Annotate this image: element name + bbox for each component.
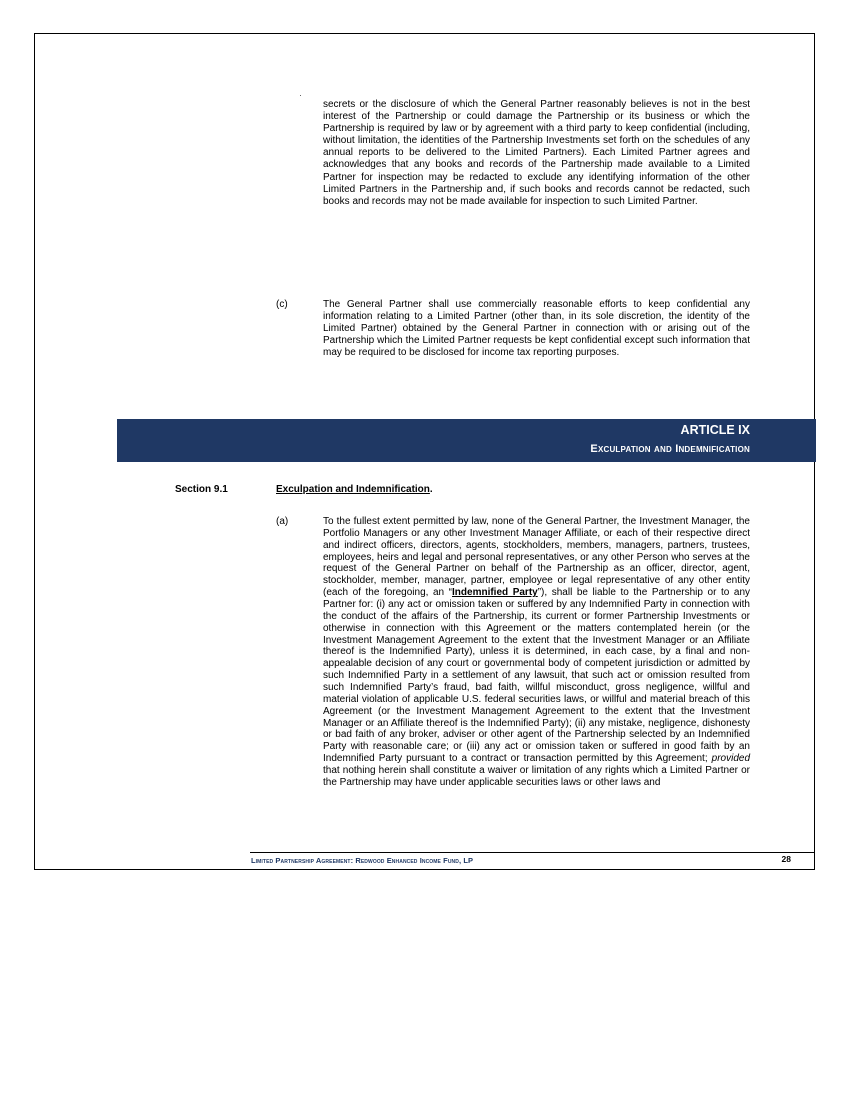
- paragraph-c: The General Partner shall use commercially reasonable efforts to keep confidential any information relating to a Limited Partner (other than, in its sole discretion, the identity of the Limited Partner) obtained by the General Partner in connection with or arising out of the Partnership which the Limited Partner requests be kept confidential except such information that may be required to be disclosed for income tax reporting purposes.: [323, 299, 750, 359]
- paragraph-c-marker: (c): [276, 299, 288, 310]
- section-title: Exculpation and Indemnification: [276, 484, 430, 495]
- footer-title: Limited Partnership Agreement: Redwood Enhanced Income Fund, LP: [251, 856, 474, 865]
- article-banner: [117, 419, 816, 462]
- stray-mark: [300, 95, 301, 96]
- section-number: Section 9.1: [175, 484, 228, 495]
- section-heading: [276, 484, 433, 495]
- paragraph-a: [323, 516, 750, 789]
- article-subtitle: Exculpation and Indemnification: [590, 443, 750, 455]
- section-title-period: .: [429, 484, 433, 495]
- footer-rule: [250, 852, 815, 853]
- italic-term: provided: [711, 753, 750, 765]
- paragraph-b-continuation: secrets or the disclosure of which the General Partner reasonably believes is not in the best interest of the Partnership or could damage the Partnership or its business or which the Partnership is required by law or by agreement with a third party to keep confidential (including, without limitation, the identities of the Partnership Investments set forth on the schedules of any annual reports to be delivered to the Limited Partners). Each Limited Partner agrees and acknowledges that any books and records of the Partnership made available to a Limited Partner for inspection may be redacted to exclude any identifying information of the other Limited Partners in the Partnership and, if such books and records cannot be redacted, such books and records may not be made available for inspection to such Limited Partner.: [323, 99, 750, 207]
- article-title: ARTICLE IX: [680, 423, 750, 437]
- paragraph-a-marker: (a): [276, 516, 289, 527]
- paragraph-a-text-2: ”), shall be liable to the Partnership or to any Partner for: (i) any act or omission taken or suffered by any Indemnified Party in connection with the conduct of the affairs of the Partnership, its current or former Partnership Investments or otherwise in connection with this Agreement or the matters contemplated herein (or the Investment Management Agreement to the extent that the Investment Manager or an Affiliate thereof is the Indemnified Party), unless it is determined, in each case, by a final and non-appealable decision of any court or governmental body of competent jurisdiction or admitted by such Indemnified Party in a settlement of any lawsuit, that such act or omission resulted from such Indemnified Party’s fraud, bad faith, willful misconduct, gross negligence, willful and material violation of applicable U.S. federal securities laws, or willful and material breach of this Agreement (or the Investment Management Agreement to the extent that the Investment Manager or an Affiliate thereof is the Indemnified Party); (ii) any mistake, negligence, dishonesty or bad faith of any broker, adviser or other agent of the Partnership selected by an Indemnified Party with reasonable care; or (iii) any act or omission taken or suffered in good faith by an Indemnified Party pursuant to a contract or transaction permitted by this Agreement;: [323, 587, 751, 765]
- defined-term: Indemnified Party: [452, 587, 538, 599]
- paragraph-a-text-1: To the fullest extent permitted by law, none of the General Partner, the Investment Manager, the Portfolio Managers or any other Investment Manager Affiliate, or each of their respective direct and indirect officers, directors, agents, stockholders, members, managers, partners, trustees, employees, heirs and legal and personal representatives, or any other Person who serves at the request of the General Partner on behalf of the Partnership as an officer, director, agent, stockholder, member, manager, partner, employee or legal representative of any other entity (each of the foregoing, an “: [323, 516, 750, 599]
- page-number: 28: [781, 854, 791, 864]
- paragraph-a-text-3: that nothing herein shall constitute a waiver or limitation of any rights which a Limited Partner or the Partnership may have under applicable securities laws or other laws and: [323, 765, 750, 788]
